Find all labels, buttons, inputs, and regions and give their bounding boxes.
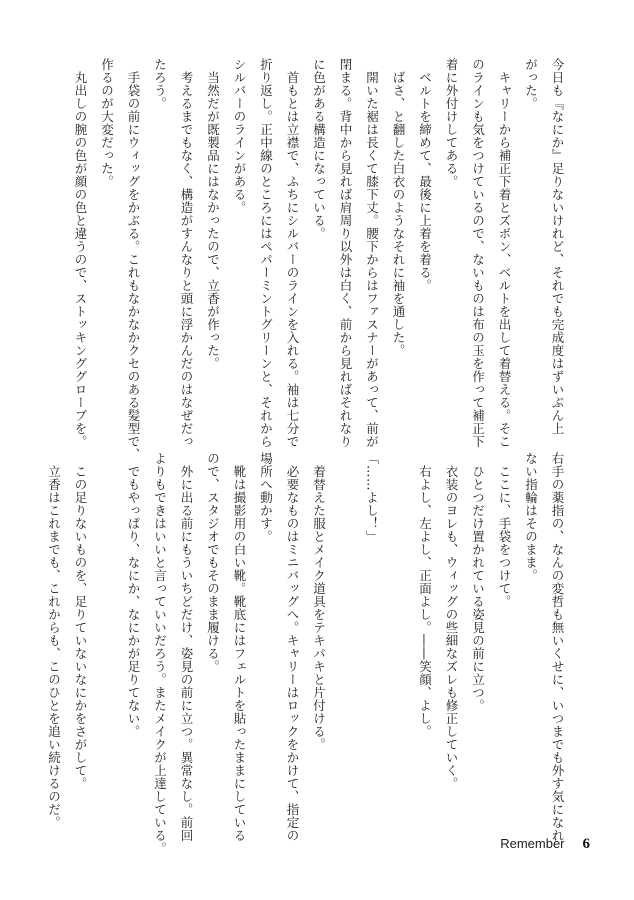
text-line: 考えるまでもなく、構造がすんなりと頭に浮かんだのはなぜだっ	[179, 58, 194, 448]
text-line: 靴は撮影用の白い靴。靴底にはフェルトを貼ったままにしている	[232, 452, 247, 842]
text-line: がった。	[523, 58, 539, 110]
running-title: Remember	[500, 836, 565, 851]
page-number: 6	[582, 836, 590, 852]
text-line: 首もとは立襟で、ふちにシルバーのラインを入れる。袖は七分で	[285, 58, 300, 448]
text-line: 今日も『なにか』足りないけれど、それでも完成度はずいぶん上	[550, 58, 565, 435]
text-line	[93, 452, 120, 822]
text-line	[332, 452, 359, 822]
text-line: シルバーのラインがある。	[232, 58, 247, 214]
text-line: 場所へ動かす。	[258, 452, 274, 543]
text-line: 折り返し。正中線のところにはペパーミントグリーンと、それから	[258, 58, 274, 448]
text-line: 必要なものはミニバッグへ。キャリーはロックをかけて、指定の	[285, 452, 300, 842]
text-line: 右手の薬指の、なんの変哲も無いくせに、いつまでも外す気になれ	[550, 452, 565, 842]
text-line: ばさ、と翻した白衣のようなそれに袖を通した。	[391, 58, 406, 357]
text-line: 当然だが既製品にはなかったので、立香が作った。	[205, 58, 221, 370]
text-line: 「……よし！」	[364, 452, 380, 543]
text-line: よりもできはいいと言っていいだろう。またメイクが上達している。	[152, 452, 168, 855]
text-line: 閉まる。背中から見れば肩周り以外は白く、前から見ればそれなり	[338, 58, 353, 448]
text-line: この足りないものを、足りていないなにかをさがして。	[73, 452, 88, 790]
text-line: に色がある構造になっている。	[311, 58, 327, 240]
text-line: 外に出る前にもういちどだけ、姿見の前に立つ。異常なし。前回	[179, 452, 194, 842]
text-line: ベルトを締めて、最後に上着を着る。	[417, 58, 433, 292]
text-line: 開いた裾は長くて膝下丈。腰下からはファスナーがあって、前が	[364, 58, 380, 448]
page-footer	[500, 836, 590, 853]
text-line: 着に外付けしてある。	[444, 58, 459, 188]
text-line: 手袋の前にウィッグをかぶる。これもなかなかクセのある髪型で、	[126, 58, 141, 461]
text-line: のラインも気をつけているので、ないものは布の玉を作って補正下	[470, 58, 486, 448]
text-line: ここに、手袋をつけて。	[497, 452, 512, 608]
text-line: 丸出しの腕の色が顔の色と違うので、ストッキンググローブを。	[73, 58, 88, 448]
text-line: ので、スタジオでもそのまま履ける。	[205, 452, 221, 673]
text-block-top	[60, 58, 570, 461]
text-line: 着替えた服とメイク道具をテキパキと片付ける。	[311, 452, 327, 751]
text-line: たろう。	[152, 58, 168, 110]
text-line: でもやっぱり、なにか、なにかが足りてない。	[126, 452, 141, 738]
text-line: ない指輪はそのまま。	[523, 452, 539, 582]
text-line: キャリーから補正下着とズボン、ベルトを出して着替える。そこ	[497, 58, 512, 448]
text-line	[385, 452, 412, 822]
text-line: 立香はこれまでも、これからも、このひとを追い続けるのだ。	[46, 452, 62, 829]
text-line: 作るのが大変だった。	[99, 58, 115, 188]
text-line: 衣装のヨレも、ウィッグの些細なズレも修正していく。	[444, 452, 459, 790]
text-line: 右よし、左よし、正面よし。――笑顔、よし。	[417, 452, 433, 738]
text-line: ひとつだけ置かれている姿見の前に立つ。	[470, 452, 486, 712]
